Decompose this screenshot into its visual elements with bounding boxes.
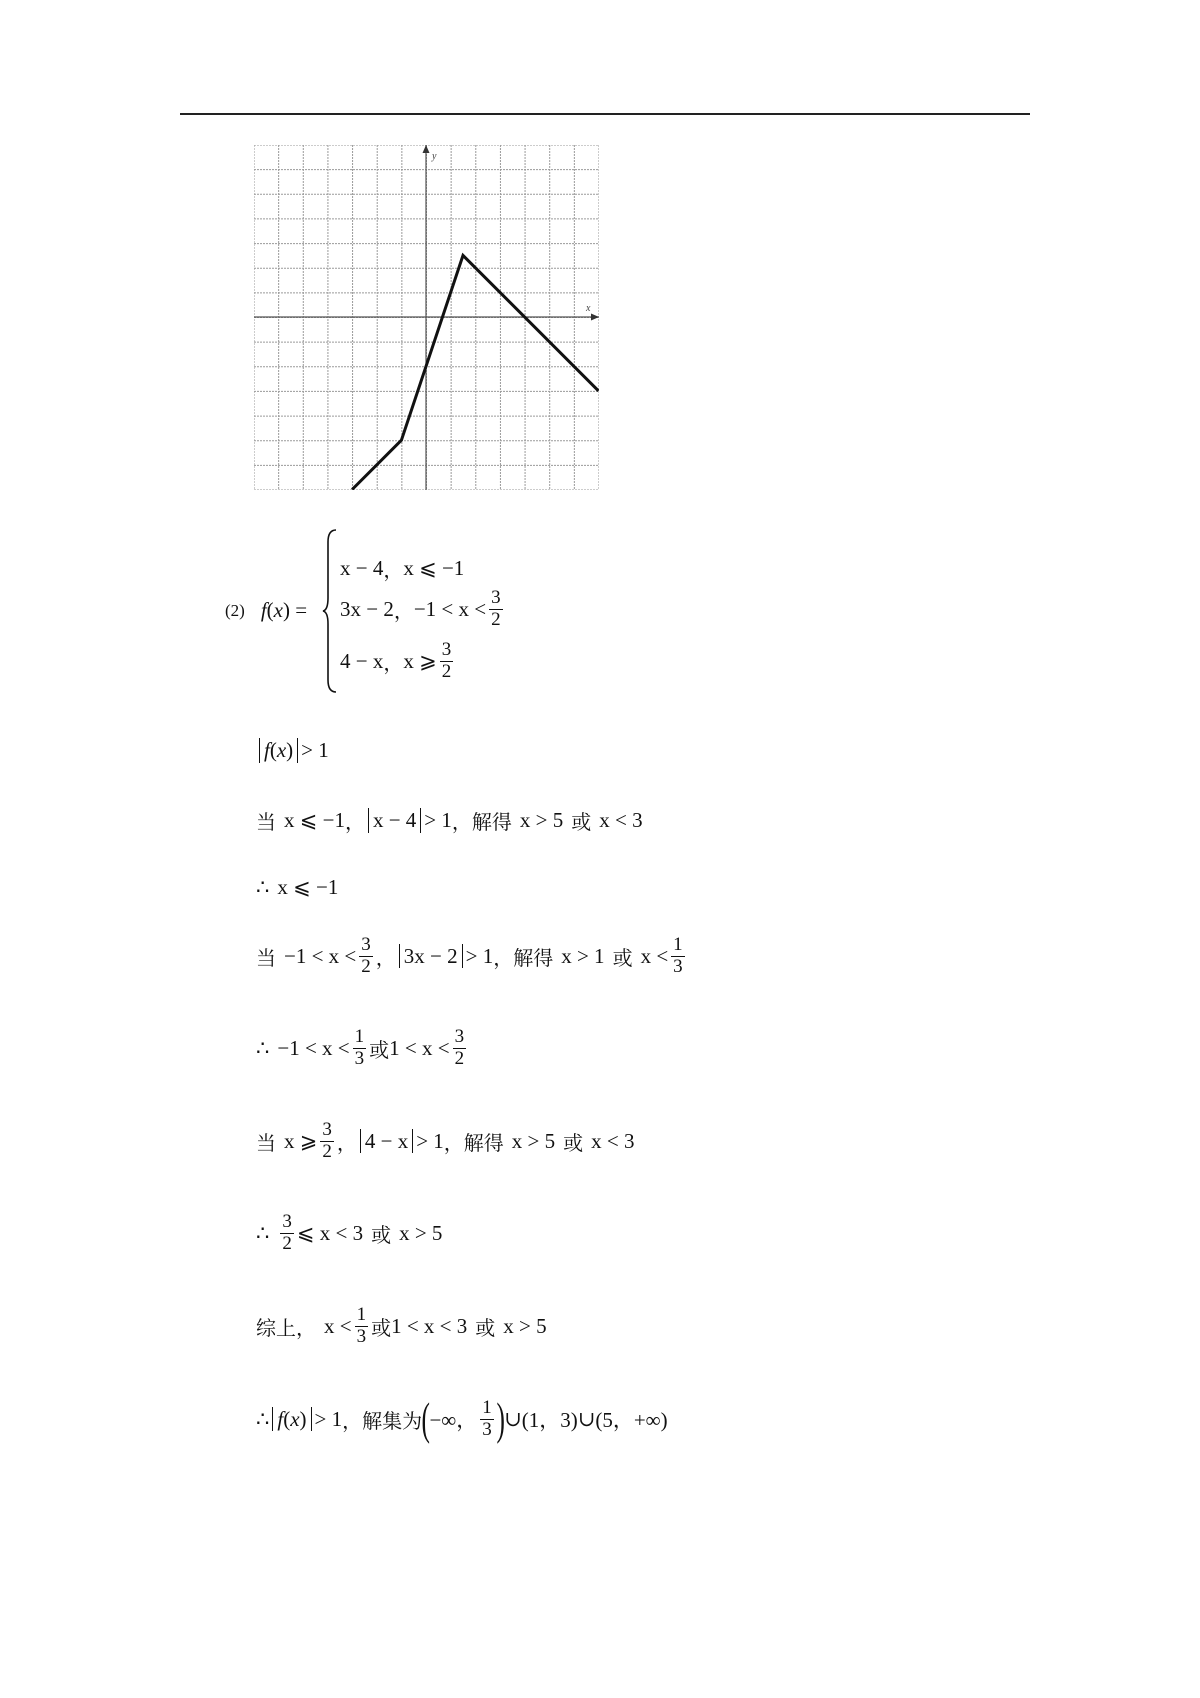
y-axis-label: y: [432, 151, 437, 162]
piecewise-case-3: 4 − x ， x ⩾ $\frac{3}{2}$: [340, 639, 452, 682]
part2-label: (2) f ( x ) =: [225, 598, 308, 622]
inequality-statement: f(x) > 1: [256, 738, 329, 763]
case1-conclusion: ∴ x ⩽ −1: [256, 875, 339, 899]
fraction: $\frac{3}{2}$: [491, 587, 501, 630]
summary: 综上， x < $\frac{1}{3}$ 或 1 < x < 3 或 x > 5: [256, 1304, 547, 1347]
fraction: $\frac{3}{2}$: [441, 639, 452, 682]
case2-condition: −1 < x <: [413, 596, 487, 621]
final-answer: ∴ f(x) > 1 ， 解集为 ( −∞， $\frac{1}{3}$ ) ∪ (1，3) ∪ (5，+∞): [256, 1393, 668, 1444]
case1-analysis: 当 x ⩽ −1 ， x − 4 > 1 ， 解得 x > 5 或 x < 3: [256, 808, 643, 834]
case3-condition: x ⩾: [403, 648, 437, 673]
piecewise-case-1: x − 4 ， x ⩽ −1: [340, 556, 465, 582]
piecewise-brace: [322, 528, 338, 694]
function-name: f: [260, 598, 267, 622]
x-axis-arrow-icon: [591, 314, 599, 321]
case2-expression: 3x − 2: [340, 596, 394, 621]
part-number: (2): [225, 600, 245, 620]
y-axis-arrow-icon: [423, 145, 430, 153]
function-graph: [254, 145, 599, 490]
piecewise-case-2: 3x − 2 ， −1 < x < $\frac{3}{2}$: [340, 587, 501, 630]
case3-expression: 4 − x: [340, 648, 384, 673]
case1-expression: x − 4: [340, 556, 384, 580]
function-arg: x: [273, 598, 283, 622]
case3-conclusion: ∴ $\frac{3}{2}$ ⩽ x < 3 或 x > 5: [256, 1211, 443, 1254]
x-axis-label: x: [586, 303, 591, 314]
case3-analysis: 当 x ⩾ $\frac{3}{2}$ ， 4 − x > 1 ， 解得 x > 5 或 x < 3: [256, 1119, 635, 1162]
case2-conclusion: ∴ −1 < x < $\frac{1}{3}$ 或 1 < x < $\frac{3}{2}$: [256, 1026, 465, 1069]
case1-condition: x ⩽ −1: [403, 556, 465, 580]
case2-analysis: 当 −1 < x < $\frac{3}{2}$ ， 3x − 2 > 1 ， 解得 x > 1 或 x < $\frac{1}{3}$: [256, 934, 683, 977]
header-rule: [180, 113, 1030, 115]
